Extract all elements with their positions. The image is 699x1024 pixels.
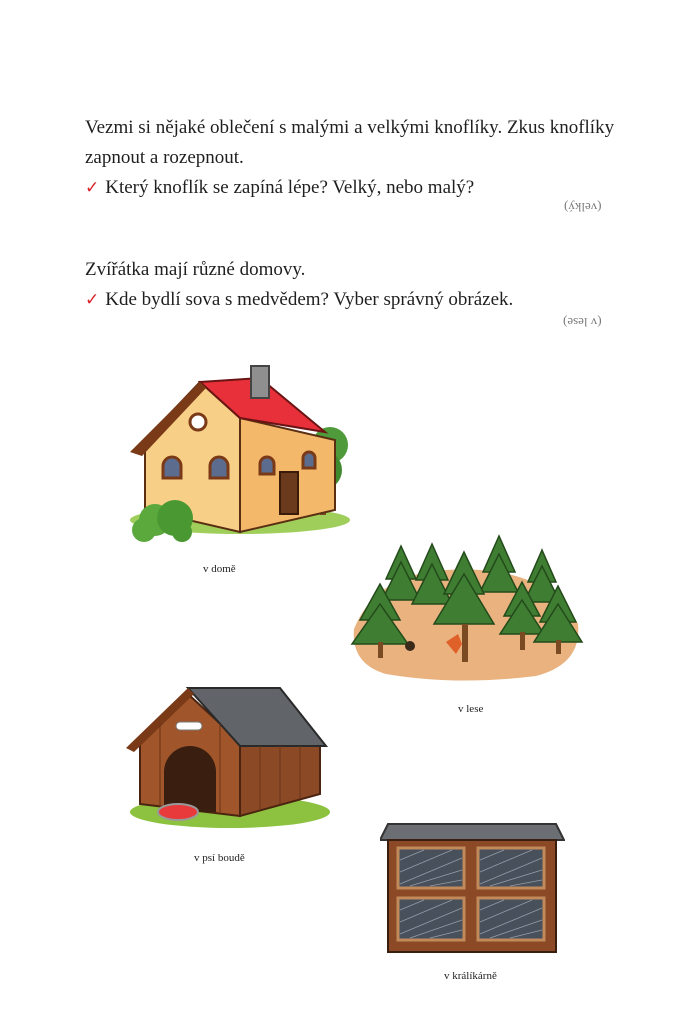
task2-text: Zvířátka mají různé domovy. <box>85 259 306 280</box>
task2-question: Kde bydlí sova s medvědem? Vyber správný obrázek. <box>105 289 514 310</box>
task1-answer-upside-down: (velký) <box>564 200 602 215</box>
forest-picture[interactable] <box>346 534 586 684</box>
forest-caption: v lese <box>458 703 484 715</box>
task1-block <box>85 113 625 203</box>
house-caption: v domě <box>203 563 236 575</box>
task1-question-line <box>85 173 625 203</box>
task2-answer-upside-down: (v lese) <box>563 315 602 330</box>
hutch-caption: v králíkárně <box>444 970 497 982</box>
hutch-picture[interactable] <box>380 820 565 960</box>
task1-question: Který knoflík se zapíná lépe? Velký, nebo malý? <box>105 177 475 198</box>
doghouse-caption: v psí boudě <box>194 852 245 864</box>
house-picture[interactable] <box>120 360 355 550</box>
doghouse-picture[interactable] <box>120 684 330 834</box>
task2-question-line <box>85 285 625 315</box>
task2-block <box>85 255 625 315</box>
task1-text: Vezmi si nějaké oblečení s malými a velkými knoflíky. Zkus knoflíky zapnout a rozepnout. <box>85 117 615 168</box>
checkmark-icon: ✓ <box>85 290 100 310</box>
checkmark-icon: ✓ <box>85 178 100 198</box>
